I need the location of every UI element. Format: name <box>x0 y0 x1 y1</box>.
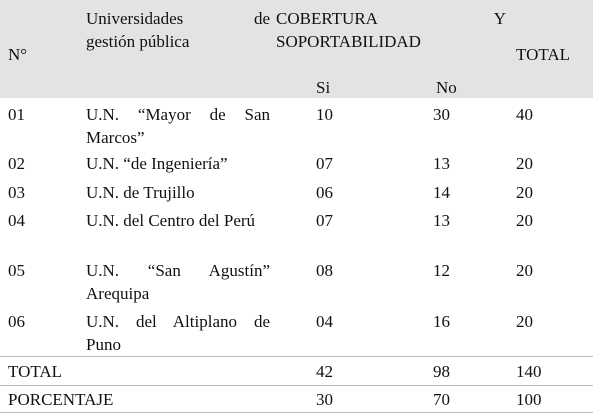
row-no: 30 <box>433 105 450 124</box>
row-no: 13 <box>433 154 450 173</box>
row-number: 03 <box>8 183 25 202</box>
header-coverage-line-2: SOPORTABILIDAD <box>276 32 421 51</box>
table-bottom-rule <box>0 412 593 413</box>
summary-label: PORCENTAJE <box>8 390 114 409</box>
header-no: No <box>436 78 457 97</box>
row-university: U.N. de Trujillo <box>86 183 195 202</box>
row-university: U.N. del Altiplano de Puno <box>86 312 270 354</box>
row-yes: 07 <box>316 154 333 173</box>
row-university: U.N. “San Agustín” Arequipa <box>86 261 270 303</box>
row-number: 02 <box>8 154 25 173</box>
row-university: U.N. “de Ingeniería” <box>86 154 228 173</box>
row-university: U.N. del Centro del Perú <box>86 211 256 230</box>
header-coverage-word-1: COBERTURA <box>276 9 378 28</box>
summary-no: 98 <box>433 362 450 381</box>
row-total: 20 <box>516 312 533 331</box>
summary-no: 70 <box>433 390 450 409</box>
row-yes: 07 <box>316 211 333 230</box>
summary-divider <box>0 385 593 386</box>
summary-label: TOTAL <box>8 362 63 381</box>
summary-divider <box>0 356 593 357</box>
row-number: 04 <box>8 211 25 230</box>
row-yes: 08 <box>316 261 333 280</box>
row-number: 05 <box>8 261 25 280</box>
summary-yes: 30 <box>316 390 333 409</box>
header-institution-line-2: gestión pública <box>86 32 190 51</box>
header-coverage <box>276 7 506 53</box>
row-total: 40 <box>516 105 533 124</box>
header-yes: Si <box>316 78 331 97</box>
row-total: 20 <box>516 211 533 230</box>
header-number: N° <box>8 45 28 64</box>
header-institution-word-2: de <box>253 9 270 28</box>
row-yes: 10 <box>316 105 333 124</box>
row-number: 06 <box>8 312 25 331</box>
summary-total: 140 <box>516 362 542 381</box>
row-number: 01 <box>8 105 25 124</box>
row-no: 13 <box>433 211 450 230</box>
header-total: TOTAL <box>516 45 571 64</box>
row-yes: 04 <box>316 312 333 331</box>
row-total: 20 <box>516 154 533 173</box>
row-no: 14 <box>433 183 450 202</box>
row-total: 20 <box>516 261 533 280</box>
header-institution-word-1: Universidades <box>86 9 184 28</box>
summary-yes: 42 <box>316 362 333 381</box>
row-no: 12 <box>433 261 450 280</box>
summary-total: 100 <box>516 390 542 409</box>
row-total: 20 <box>516 183 533 202</box>
row-no: 16 <box>433 312 450 331</box>
header-institution <box>86 7 270 53</box>
header-coverage-word-2: Y <box>493 9 506 28</box>
row-university: U.N. “Mayor de San Marcos” <box>86 105 270 147</box>
row-yes: 06 <box>316 183 333 202</box>
